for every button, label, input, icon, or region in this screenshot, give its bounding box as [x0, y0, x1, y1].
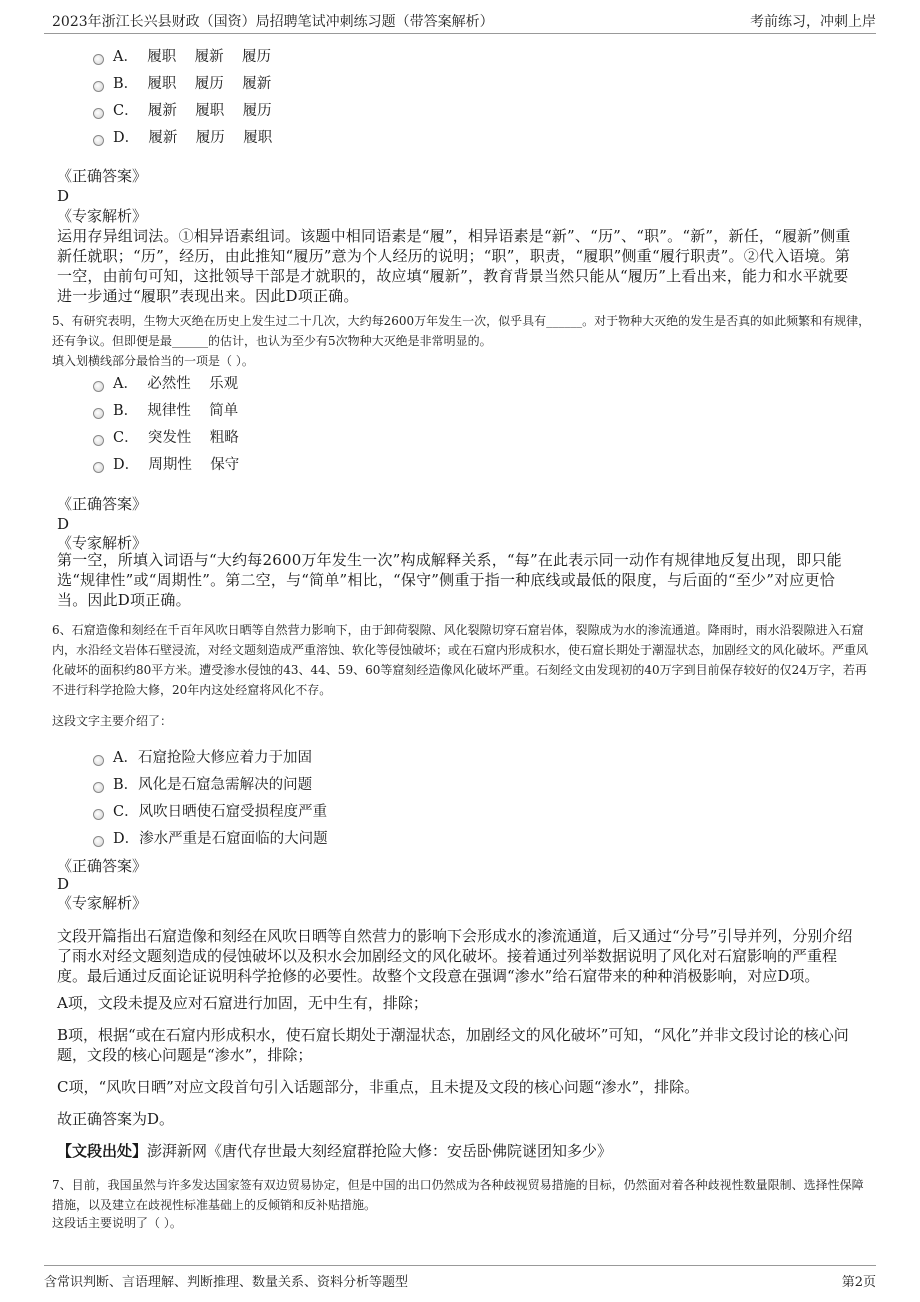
q6-analysis-label: 《专家解析》: [57, 894, 148, 912]
q6-analysis-b: B项，根据“或在石窟内形成积水，使石窟长期处于潮湿状态，加剧经文的风化破坏”可知，“风化”并非文段讨论的核心问题，文段的核心问题是“渗水”，排除；: [57, 1026, 849, 1064]
q4-answer: D: [57, 187, 70, 205]
radio-icon[interactable]: [93, 809, 104, 820]
q4-option-d[interactable]: D． 履新 履历 履职: [93, 124, 272, 148]
q4-option-c[interactable]: C． 履新 履职 履历: [93, 97, 272, 121]
q6-analysis-c: C项，“风吹日晒”对应文段首句引入话题部分，非重点，且未提及文段的核心问题“渗水”，排除。: [57, 1078, 700, 1096]
q5-option-a[interactable]: A． 必然性 乐观: [93, 370, 238, 394]
q4-option-a[interactable]: A． 履职 履新 履历: [93, 43, 271, 67]
q7-stem: 7、目前，我国虽然与许多发达国家签有双边贸易协定，但是中国的出口仍然成为各种歧视贸易措施的目标，仍然面对着各种歧视性数量限制、选择性保障措施，以及建立在歧视性标准基础上的反倾销和反补贴措施。: [52, 1178, 864, 1212]
q5-option-b[interactable]: B． 规律性 简单: [93, 397, 238, 421]
page-number: 第2页: [841, 1275, 876, 1290]
q6-source: [57, 1141, 863, 1161]
radio-icon[interactable]: [93, 462, 104, 473]
q5-option-d[interactable]: D． 周期性 保守: [93, 451, 239, 475]
radio-icon[interactable]: [93, 435, 104, 446]
radio-icon[interactable]: [93, 108, 104, 119]
q6-analysis-a: A项，文段未提及应对石窟进行加固，无中生有，排除；: [57, 994, 428, 1012]
radio-icon[interactable]: [93, 782, 104, 793]
q5-analysis-label: 《专家解析》: [57, 534, 148, 552]
q5-analysis: 第一空，所填入词语与“大约每2600万年发生一次”构成解释关系，“每”在此表示同一动作有规律地反复出现，即只能选“规律性”或“周期性”。第二空，与“简单”相比，“保守”侧重于指一种底线或最低的限度，与后面的“至少”对应更恰当。因此D项正确。: [57, 551, 842, 609]
header-slogan: 考前练习，冲刺上岸: [750, 14, 876, 30]
footer-divider: [44, 1265, 876, 1266]
q6-prompt: 这段文字主要介绍了：: [52, 714, 173, 728]
radio-icon[interactable]: [93, 54, 104, 65]
page-header: [0, 0, 920, 34]
q5-answer-label: 《正确答案》: [57, 495, 148, 513]
q4-analysis: 运用存异组词法。①相异语素组词。该题中相同语素是“履”，相异语素是“新”、“历”、“职”。“新”，新任，“履新”侧重新任就职；“历”，经历，由此推知“履历”意为个人经历的说明；“职”，职责，“履职”侧重“履行职责”。②代入语境。第一空，由前句可知，这批领导干部是才就职的，故应填“履新”，教育背景当然只能从“履历”上看出来，能力和水平就要进一步通过“履职”表现出来。因此D项正确。: [57, 227, 851, 305]
radio-icon[interactable]: [93, 135, 104, 146]
q6-option-b[interactable]: B．风化是石窟急需解决的问题: [93, 771, 312, 795]
radio-icon[interactable]: [93, 755, 104, 766]
q6-source-label: 【文段出处】: [57, 1142, 148, 1160]
radio-icon[interactable]: [93, 836, 104, 847]
q6-option-c[interactable]: C．风吹日晒使石窟受损程度严重: [93, 798, 327, 822]
q5-stem: 5、有研究表明，生物大灭绝在历史上发生过二十几次，大约每2600万年发生一次，似乎具有______。对于物种大灭绝的发生是否真的如此频繁和有规律，还有争议。但即便是最______的估计，也认为至少有5次物种大灭绝是非常明显的。: [52, 314, 871, 348]
q4-option-b[interactable]: B． 履职 履历 履新: [93, 70, 271, 94]
radio-icon[interactable]: [93, 408, 104, 419]
q5-option-c[interactable]: C． 突发性 粗略: [93, 424, 239, 448]
q6-answer: D: [57, 875, 70, 893]
q6-analysis-main: 文段开篇指出石窟造像和刻经在风吹日晒等自然营力的影响下会形成水的渗流通道，后又通过“分号”引导并列，分别介绍了雨水对经文题刻造成的侵蚀破坏以及积水会加剧经文的风化破坏。接着通过列举数据说明了风化对石窟影响的严重程度。最后通过反面论证说明科学抢修的必要性。故整个文段意在强调“渗水”给石窟带来的种种消极影响，对应D项。: [57, 927, 853, 985]
q5-answer: D: [57, 515, 70, 533]
radio-icon[interactable]: [93, 81, 104, 92]
q6-conclusion: 故正确答案为D。: [57, 1110, 175, 1128]
q4-analysis-label: 《专家解析》: [57, 207, 148, 225]
q4-answer-label: 《正确答案》: [57, 167, 148, 185]
footer-note: 含常识判断、言语理解、判断推理、数量关系、资料分析等题型: [44, 1275, 409, 1290]
radio-icon[interactable]: [93, 381, 104, 392]
q6-answer-label: 《正确答案》: [57, 857, 148, 875]
q5-prompt: 填入划横线部分最恰当的一项是（ ）。: [52, 354, 254, 368]
q6-option-a[interactable]: A．石窟抢险大修应着力于加固: [93, 744, 312, 768]
document-title: 2023年浙江长兴县财政（国资）局招聘笔试冲刺练习题（带答案解析）: [52, 14, 494, 30]
header-divider: [44, 33, 876, 34]
q6-stem: 6、石窟造像和刻经在千百年风吹日晒等自然营力影响下，由于卸荷裂隙、风化裂隙切穿石窟岩体，裂隙成为水的渗流通道。降雨时，雨水沿裂隙进入石窟内，水沿经文岩体石壁浸流，对经文题刻造成严重溶蚀、软化等侵蚀破坏；或在石窟内形成积水，使石窟长期处于潮湿状态，加剧经文的风化破坏。严重风化破坏的面积约80平方米。遭受渗水侵蚀的43、44、59、60等窟刻经造像风化破坏严重。石刻经文由发现初的40万字到目前保存较好的仅24万字，若再不进行科学抢险大修，20年内这处经窟将风化不存。: [52, 623, 869, 697]
q7-prompt: 这段话主要说明了（ ）。: [52, 1216, 182, 1230]
q6-source-text: 澎湃新网《唐代存世最大刻经窟群抢险大修：安岳卧佛院谜团知多少》: [147, 1142, 613, 1160]
q6-option-d[interactable]: D．渗水严重是石窟面临的大问题: [93, 825, 328, 849]
